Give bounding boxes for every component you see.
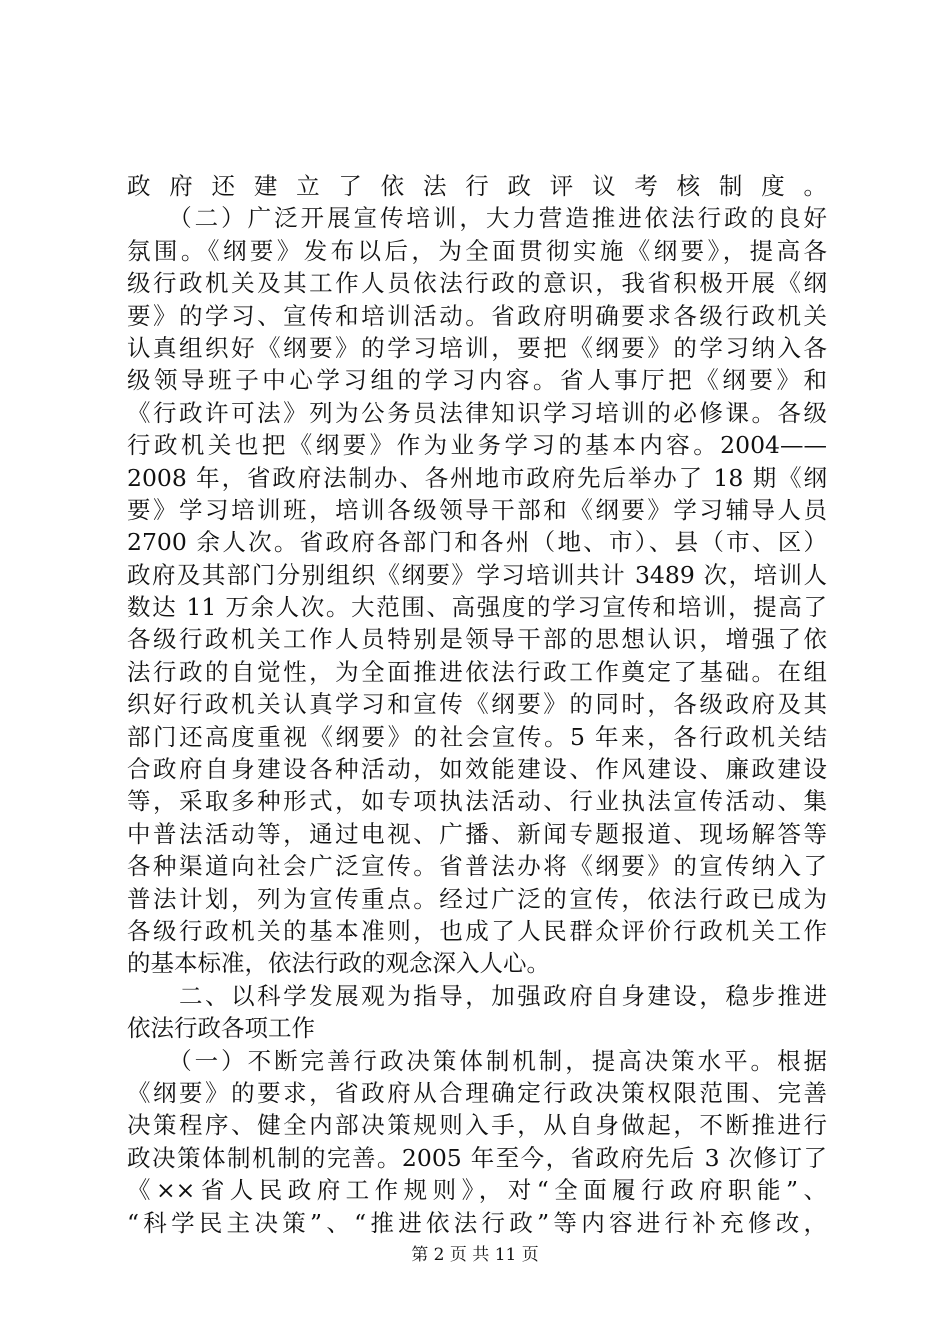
text-line: 政决策体制机制的完善。2005 年至今，省政府先后 3 次修订了 — [127, 1143, 827, 1172]
text-line: 部门还高度重视《纲要》的社会宣传。5 年来，各行政机关结 — [127, 722, 827, 751]
text-line: 决策程序、健全内部决策规则入手，从自身做起，不断推进行 — [127, 1111, 827, 1140]
text-line: 的基本标准，依法行政的观念深入人心。 — [127, 949, 550, 978]
text-line: 各种渠道向社会广泛宣传。省普法办将《纲要》的宣传纳入了 — [127, 852, 827, 881]
text-line: 等，采取多种形式，如专项执法活动、行业执法宣传活动、集 — [127, 787, 827, 816]
text-line: 2008 年，省政府法制办、各州地市政府先后举办了 18 期《纲 — [127, 463, 827, 492]
text-line: 氛围。《纲要》发布以后，为全面贯彻实施《纲要》，提高各 — [127, 236, 827, 265]
text-line: 《纲要》的要求，省政府从合理确定行政决策权限范围、完善 — [127, 1078, 827, 1107]
text-line: 法行政的自觉性，为全面推进依法行政工作奠定了基础。在组 — [127, 657, 827, 686]
text-line: 各级行政机关的基本准则，也成了人民群众评价行政机关工作 — [127, 916, 827, 945]
text-line: 政府还建立了依法行政评议考核制度。 — [127, 172, 827, 200]
text-line: 政府及其部门分别组织《纲要》学习培训共计 3489 次，培训人 — [127, 560, 827, 589]
section-heading-line: 二、以科学发展观为指导，加强政府自身建设，稳步推进 — [127, 981, 827, 1010]
text-line: 要》的学习、宣传和培训活动。省政府明确要求各级行政机关 — [127, 301, 827, 330]
text-line: 中普法活动等，通过电视、广播、新闻专题报道、现场解答等 — [127, 819, 827, 848]
text-line: 级行政机关及其工作人员依法行政的意识，我省积极开展《纲 — [127, 269, 827, 298]
text-line: 合政府自身建设各种活动，如效能建设、作风建设、廉政建设 — [127, 755, 827, 784]
section-heading-line: 依法行政各项工作 — [127, 1014, 315, 1043]
text-line: 行政机关也把《纲要》作为业务学习的基本内容。2004—— — [127, 431, 827, 460]
text-line: 数达 11 万余人次。大范围、高强度的学习宣传和培训，提高了 — [127, 593, 827, 622]
page-number-footer: 第 2 页 共 11 页 — [411, 1245, 539, 1265]
text-line: （一）不断完善行政决策体制机制，提高决策水平。根据 — [127, 1046, 827, 1075]
text-line: 《行政许可法》列为公务员法律知识学习培训的必修课。各级 — [127, 398, 827, 427]
document-body — [127, 170, 827, 1239]
text-line: 各级行政机关工作人员特别是领导干部的思想认识，增强了依 — [127, 625, 827, 654]
text-line: 织好行政机关认真学习和宣传《纲要》的同时，各级政府及其 — [127, 690, 827, 719]
text-line: 《××省人民政府工作规则》，对“全面履行政府职能”、 — [127, 1176, 827, 1205]
text-line: 普法计划，列为宣传重点。经过广泛的宣传，依法行政已成为 — [127, 884, 827, 913]
text-line: 要》学习培训班，培训各级领导干部和《纲要》学习辅导人员 — [127, 495, 827, 524]
text-line: 2700 余人次。省政府各部门和各州（地、市）、县（市、区） — [127, 528, 827, 557]
text-line: 级领导班子中心学习组的学习内容。省人事厅把《纲要》和 — [127, 366, 827, 395]
text-line: （二）广泛开展宣传培训，大力营造推进依法行政的良好 — [127, 204, 827, 233]
text-line: “科学民主决策”、“推进依法行政”等内容进行补充修改， — [127, 1208, 827, 1237]
text-line: 认真组织好《纲要》的学习培训，要把《纲要》的学习纳入各 — [127, 333, 827, 362]
